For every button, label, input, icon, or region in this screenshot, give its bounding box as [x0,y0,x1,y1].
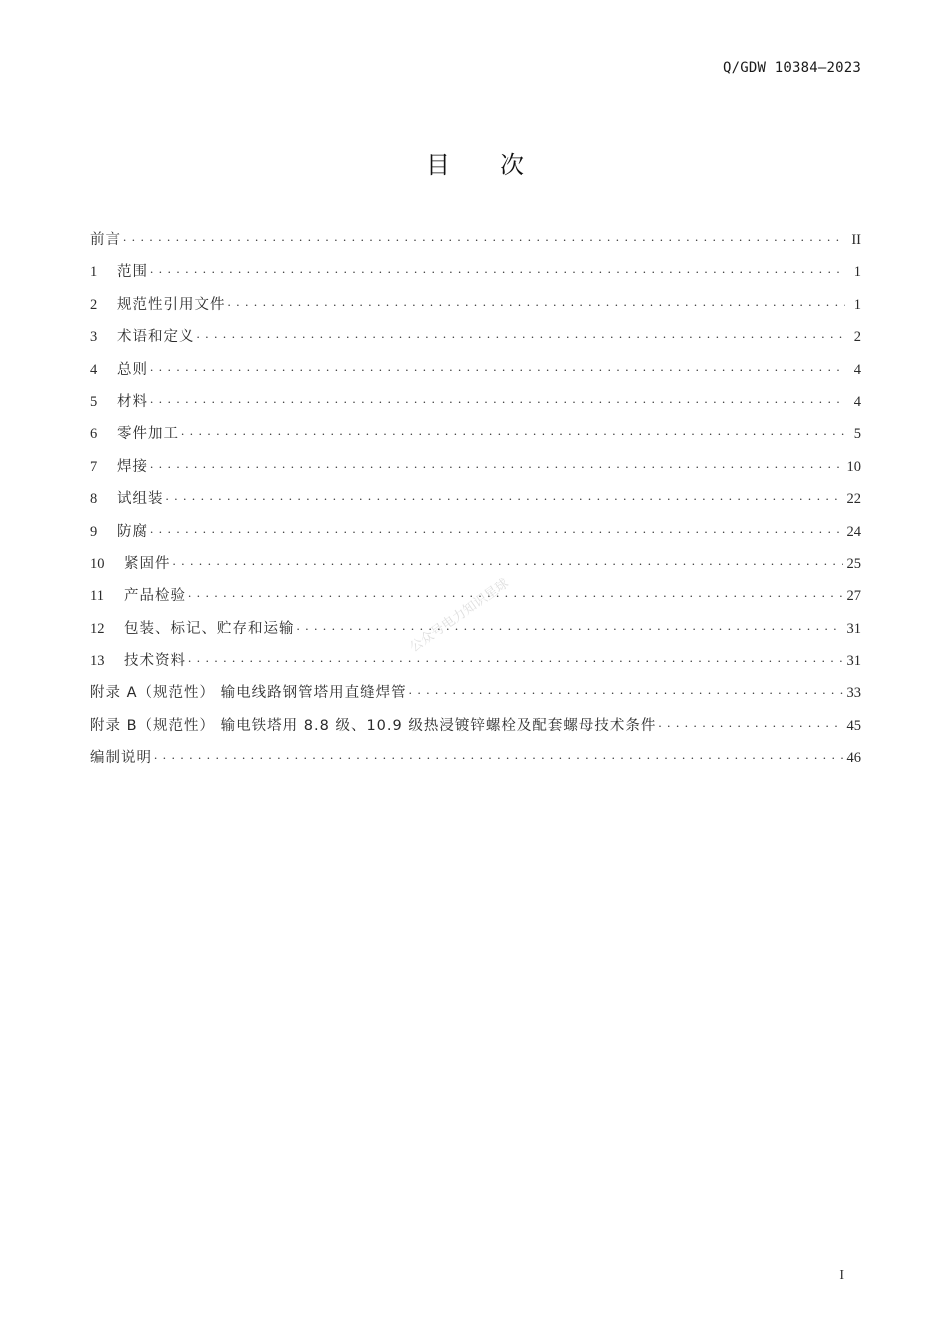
dot-leader [123,230,845,244]
toc-entry-explanation[interactable] [90,746,861,778]
toc-entry-number: 3 [90,329,98,346]
page-number: I [839,1268,844,1283]
toc-entry-page: 31 [846,653,861,670]
toc-entry-label: 材料 [117,393,148,410]
toc-entry-number: 12 [90,620,105,637]
toc-entry-label: 防腐 [117,523,148,540]
dot-leader [150,360,845,374]
toc-entry-label: 产品检验 [124,588,186,605]
toc-entry-12[interactable] [90,617,861,649]
toc-entry-page: 1 [853,264,861,281]
toc-entry-number: 9 [90,523,98,540]
toc-entry-9[interactable] [90,520,861,552]
toc-entry-label: 紧固件 [124,555,171,572]
toc-entry-7[interactable] [90,455,861,487]
toc-entry-page: 31 [846,620,861,637]
toc-entry-4[interactable] [90,358,861,390]
toc-entry-number: 6 [90,426,98,443]
dot-leader [166,489,843,503]
toc-entry-label: 附录 A（规范性） 输电线路钢管塔用直缝焊管 [90,685,407,702]
toc-entry-label: 技术资料 [124,653,186,670]
toc-entry-11[interactable] [90,584,861,616]
toc-entry-page: 22 [846,491,861,508]
toc-entry-8[interactable] [90,487,861,519]
document-code: Q/GDW 10384—2023 [722,60,861,76]
dot-leader [188,586,843,600]
toc-entry-number: 10 [90,555,105,572]
dot-leader [297,619,843,633]
toc-entry-label: 试组装 [117,491,164,508]
toc-entry-label: 编制说明 [90,750,152,767]
toc-entry-number: 1 [90,264,98,281]
toc-entry-1[interactable] [90,260,861,292]
toc-entry-number: 13 [90,653,105,670]
page-title [0,145,950,180]
toc-entry-label: 零件加工 [117,426,179,443]
toc-entry-6[interactable] [90,422,861,454]
toc-entry-number: 11 [90,588,104,605]
toc-entry-page: 27 [846,588,861,605]
toc-entry-label: 附录 B（规范性） 输电铁塔用 8.8 级、10.9 级热浸镀锌螺栓及配套螺母技术条件 [90,717,657,734]
toc-entry-page: 25 [846,555,861,572]
dot-leader [181,424,845,438]
dot-leader [188,651,843,665]
toc-entry-appendix-a[interactable] [90,681,861,713]
dot-leader [228,295,846,309]
toc-entry-number: 2 [90,296,98,313]
dot-leader [154,748,843,762]
toc-entry-foreword[interactable] [90,228,861,260]
dot-leader [658,716,842,730]
dot-leader [150,392,845,406]
toc-entry-10[interactable] [90,552,861,584]
toc-entry-label: 总则 [117,361,148,378]
toc-entry-13[interactable] [90,649,861,681]
dot-leader [173,554,843,568]
toc-entry-number: 7 [90,458,98,475]
page-title-char-2: 次 [500,151,524,179]
toc-entry-5[interactable] [90,390,861,422]
toc-entry-label: 焊接 [117,458,148,475]
toc-entry-page: 10 [846,458,861,475]
dot-leader [150,522,843,536]
dot-leader [150,457,843,471]
page-title-char-1: 目 [426,151,450,179]
toc-entry-page: 5 [853,426,861,443]
toc-entry-3[interactable] [90,325,861,357]
toc-entry-page: 33 [846,685,861,702]
toc-entry-label: 前言 [90,232,121,248]
toc-entry-label: 规范性引用文件 [117,296,226,313]
toc-entry-label: 范围 [117,264,148,281]
toc-entry-label: 包装、标记、贮存和运输 [124,620,295,637]
toc-entry-page: II [851,232,861,248]
toc-entry-page: 45 [846,717,861,734]
dot-leader [409,683,843,697]
table-of-contents [90,228,861,779]
watermark: 公众号电力知识星球 [407,576,512,656]
dot-leader [197,327,846,341]
toc-entry-page: 24 [846,523,861,540]
toc-entry-number: 4 [90,361,98,378]
toc-entry-page: 4 [853,361,861,378]
toc-entry-appendix-b[interactable] [90,714,861,746]
dot-leader [150,262,845,276]
toc-entry-number: 8 [90,491,98,508]
toc-entry-page: 46 [846,750,861,767]
toc-entry-number: 5 [90,393,98,410]
toc-entry-page: 2 [853,329,861,346]
toc-entry-page: 1 [853,296,861,313]
toc-entry-page: 4 [853,393,861,410]
toc-entry-2[interactable] [90,293,861,325]
toc-entry-label: 术语和定义 [117,329,195,346]
